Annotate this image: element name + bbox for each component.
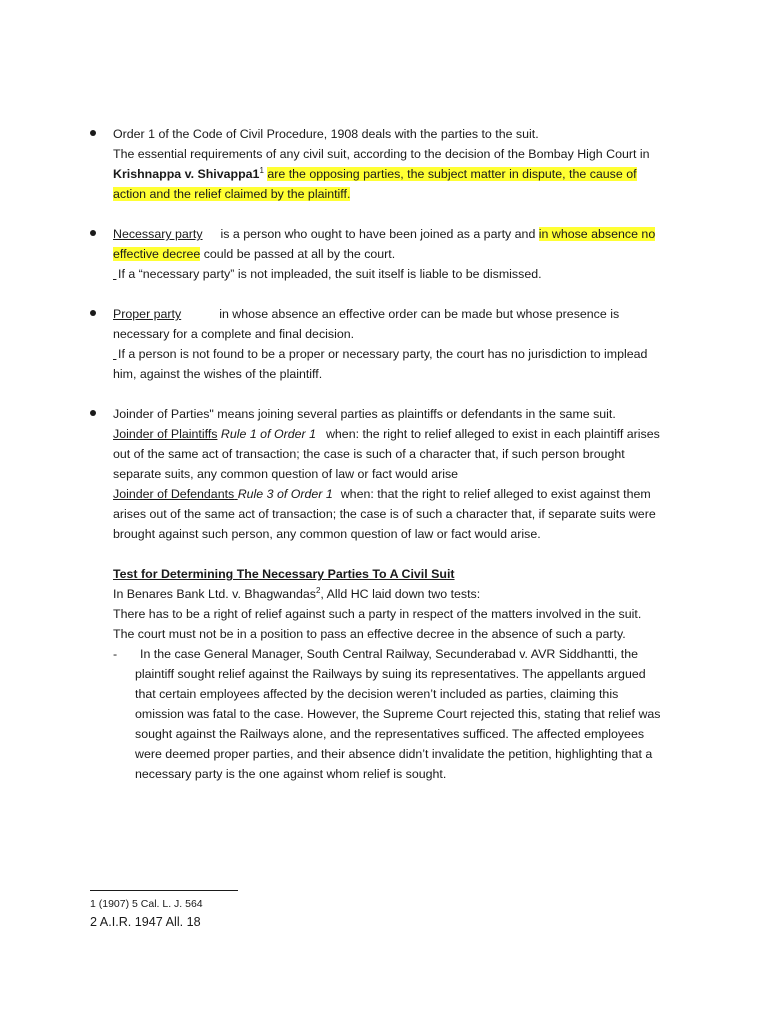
definition-text: is a person who ought to have been joined as a party and bbox=[220, 227, 536, 241]
text-line: were deemed proper parties, and their absence didn’t invalidate the petition, highlighting that a bbox=[135, 747, 653, 761]
note-text: If a person is not found to be a proper or necessary party, the court has no jurisdiction to implead bbox=[118, 347, 648, 361]
text-line bbox=[113, 164, 688, 184]
text-line: Order 1 of the Code of Civil Procedure, 1908 deals with the parties to the suit. bbox=[113, 127, 539, 141]
text-line: him, against the wishes of the plaintiff. bbox=[113, 367, 323, 381]
footnote-2: 2 A.I.R. 1947 All. 18 bbox=[90, 915, 201, 929]
joinder-defendants-label: Joinder of Defendants bbox=[113, 487, 235, 501]
definition-text: could be passed at all by the court. bbox=[203, 247, 396, 261]
test-section bbox=[113, 564, 688, 644]
bullet-icon bbox=[90, 130, 96, 136]
term-proper-party: Proper party bbox=[113, 307, 182, 321]
text-line: The essential requirements of any civil suit, according to the decision of the Bombay High Court in bbox=[113, 147, 650, 161]
footnote-1: 1 (1907) 5 Cal. L. J. 564 bbox=[90, 898, 203, 910]
text-line: sought against the Railways alone, and the representatives sufficed. The affected employees bbox=[135, 727, 645, 741]
highlighted-text: action and the relief claimed by the plaintiff. bbox=[113, 187, 351, 201]
text-line: separate suits, any common question of law or fact would arise bbox=[113, 467, 459, 481]
text-line bbox=[113, 264, 688, 284]
bullet-icon bbox=[90, 310, 96, 316]
highlighted-text: in whose absence no bbox=[538, 227, 656, 241]
joinder-plaintiffs-label: Joinder of Plaintiffs bbox=[113, 427, 218, 441]
bullet-icon bbox=[90, 410, 96, 416]
footnote-ref: 1 bbox=[259, 165, 264, 175]
case-citation: In Benares Bank Ltd. v. Bhagwandas bbox=[113, 587, 316, 601]
bullet-body bbox=[113, 404, 688, 544]
text-line: The court must not be in a position to pass an effective decree in the absence of such a party. bbox=[113, 627, 626, 641]
text-line bbox=[113, 224, 688, 244]
footnote-ref: 2 bbox=[315, 585, 321, 595]
text-line bbox=[113, 244, 688, 264]
text-line: brought against such person, any common question of law or fact would arise. bbox=[113, 527, 541, 541]
case-name: Krishnappa v. Shivappa1 bbox=[113, 167, 260, 181]
joinder-text: when: that the right to relief alleged to exist against them bbox=[340, 487, 651, 501]
bullet-icon bbox=[90, 230, 96, 236]
section-heading: Test for Determining The Necessary Parties To A Civil Suit bbox=[113, 567, 455, 581]
text-line: necessary party is the one against whom relief is sought. bbox=[135, 767, 447, 781]
case-text: In the case General Manager, South Central Railway, Secunderabad v. AVR Siddhantti, the bbox=[140, 647, 638, 661]
text-line bbox=[135, 644, 695, 664]
text-line bbox=[113, 184, 688, 204]
case-description bbox=[135, 644, 695, 784]
term-necessary-party: Necessary party bbox=[113, 227, 203, 241]
highlighted-text: are the opposing parties, the subject matter in dispute, the cause of bbox=[267, 167, 637, 181]
bullet-body bbox=[113, 224, 688, 284]
dash-marker: - bbox=[113, 647, 118, 661]
text-line bbox=[113, 344, 688, 364]
bullet-body bbox=[113, 304, 688, 384]
text-line: plaintiff sought relief against the Railways by suing its representatives. The appellants argued bbox=[135, 667, 646, 681]
text-line bbox=[113, 584, 688, 604]
text-line: arises out of the same act of transaction; the case is of such a character that, if separate suits were bbox=[113, 507, 656, 521]
footnote-separator bbox=[90, 890, 238, 891]
citation-text: , Alld HC laid down two tests: bbox=[320, 587, 481, 601]
highlighted-text: effective decree bbox=[113, 247, 201, 261]
text-line: There has to be a right of relief against such a party in respect of the matters involved in the suit. bbox=[113, 607, 642, 621]
text-line: out of the same act of transaction; the case is such of a character that, if such person brought bbox=[113, 447, 625, 461]
text-line: Joinder of Parties" means joining several parties as plaintiffs or defendants in the same suit. bbox=[113, 407, 616, 421]
text-line bbox=[113, 484, 688, 504]
text-line bbox=[113, 424, 688, 444]
text-line bbox=[113, 304, 688, 324]
text-line: that certain employees affected by the decision weren’t included as parties, claiming this bbox=[135, 687, 619, 701]
note-text: If a “necessary party” is not impleaded, the suit itself is liable to be dismissed. bbox=[118, 267, 542, 281]
rule-reference: Rule 1 of Order 1 bbox=[220, 427, 316, 441]
rule-reference: Rule 3 of Order 1 bbox=[237, 487, 333, 501]
definition-text: in whose absence an effective order can be made but whose presence is bbox=[219, 307, 620, 321]
joinder-text: when: the right to relief alleged to exist in each plaintiff arises bbox=[325, 427, 660, 441]
text-line: necessary for a complete and final decision. bbox=[113, 327, 355, 341]
bullet-body bbox=[113, 124, 688, 204]
text-line: omission was fatal to the case. However, the Supreme Court rejected this, stating that relief was bbox=[135, 707, 661, 721]
